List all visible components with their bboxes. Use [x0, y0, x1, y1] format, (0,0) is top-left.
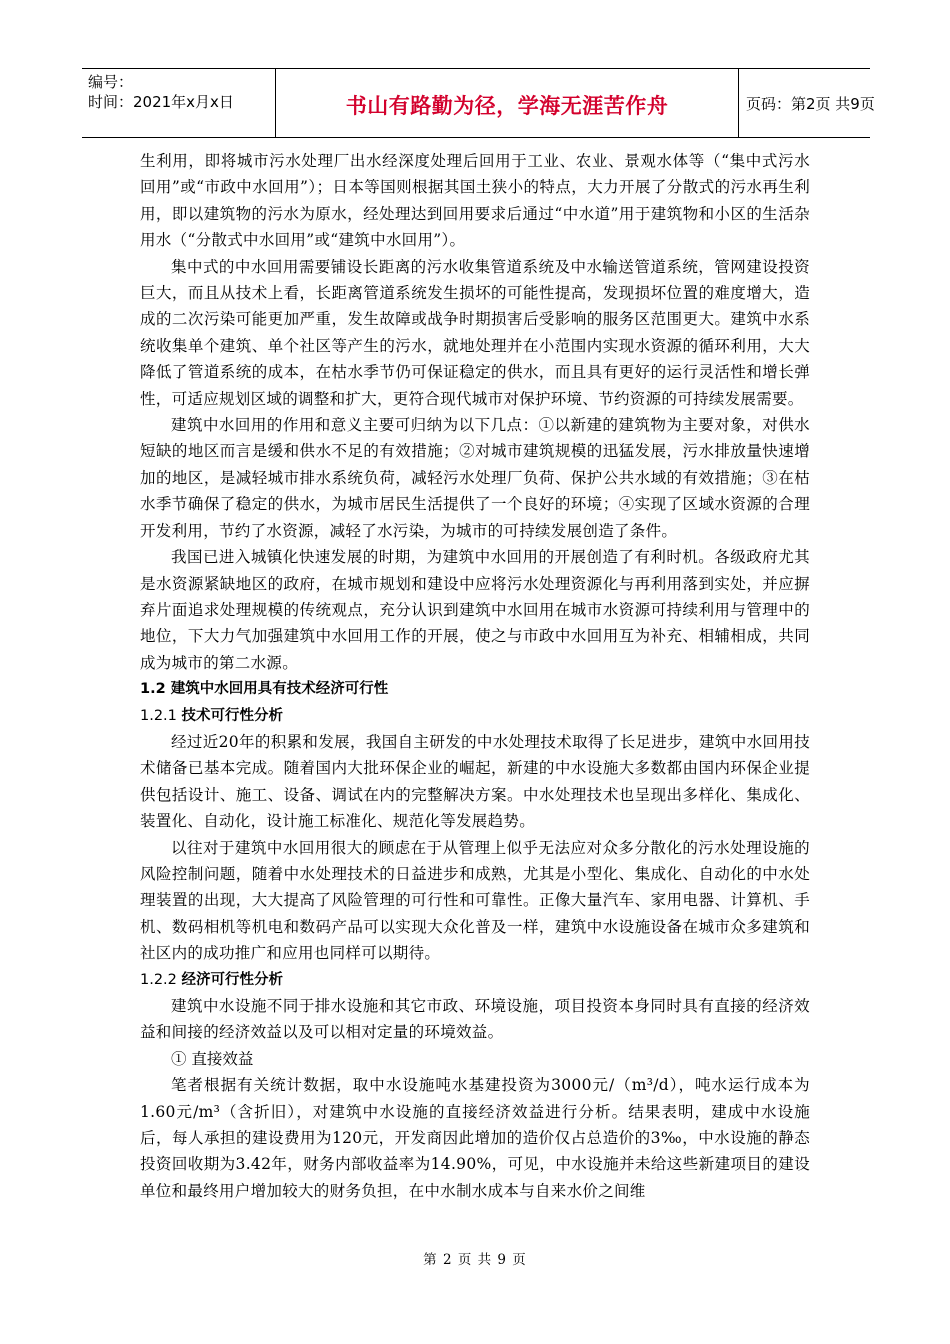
- paragraph: 经过近20年的积累和发展，我国自主研发的中水处理技术取得了长足进步，建筑中水回用技术储备已基本完成。随着国内大批环保企业的崛起，新建的中水设施大多数都由国内环保企业提供包括设计、施工、设备、调试在内的完整解决方案。中水处理技术也呈现出多样化、集成化、装置化、自动化，设计施工标准化、规范化等发展趋势。: [140, 732, 810, 831]
- header-page-code: 页码：第2页 共9页: [746, 95, 875, 113]
- section-heading-1-2-1: [140, 703, 810, 729]
- document-date: 时间：2021年x月x日: [88, 93, 234, 111]
- paragraph: 笔者根据有关统计数据，取中水设施吨水基建投资为3000元/（m³/d），吨水运行成本为1.60元/m³（含折旧），对建筑中水设施的直接经济效益进行分析。结果表明，建成中水设施后，每人承担的建设费用为120元，开发商因此增加的造价仅占总造价的3‰，中水设施的静态投资回收期为3.42年，财务内部收益率为14.90%，可见，中水设施并未给这些新建项目的建设单位和最终用户增加较大的财务负担，在中水制水成本与自来水价之间维: [140, 1076, 810, 1200]
- section-heading-1-2: 1.2 建筑中水回用具有技术经济可行性: [140, 681, 389, 698]
- document-number-label: 编号：: [88, 73, 134, 91]
- header-motto-cell: [275, 69, 739, 137]
- header-page-cell: [738, 69, 875, 137]
- paragraph: 建筑中水回用的作用和意义主要可归纳为以下几点：①以新建的建筑物为主要对象，对供水短缺的地区而言是缓和供水不足的有效措施；②对城市建筑规模的迅猛发展，污水排放量快速增加的地区，是减轻城市排水系统负荷，减轻污水处理厂负荷、保护公共水域的有效措施；③在枯水季节确保了稳定的供水，为城市居民生活提供了一个良好的环境；④实现了区域水资源的合理开发利用，节约了水资源，减轻了水污染，为城市的可持续发展创造了条件。: [140, 416, 810, 540]
- paragraph: 以往对于建筑中水回用很大的顾虑在于从管理上似乎无法应对众多分散化的污水处理设施的风险控制问题，随着中水处理技术的日益进步和成熟，尤其是小型化、集成化、自动化的中水处理装置的出现，大大提高了风险管理的可行性和可靠性。正像大量汽车、家用电器、计算机、手机、数码相机等机电和数码产品可以实现大众化普及一样，建筑中水设施设备在城市众多建筑和社区内的成功推广和应用也同样可以期待。: [140, 838, 810, 963]
- section-title: 技术可行性分析: [181, 707, 284, 724]
- section-number: 1.2.2: [140, 971, 177, 988]
- document-body: [140, 148, 810, 1204]
- paragraph: 集中式的中水回用需要铺设长距离的污水收集管道系统及中水输送管道系统，管网建设投资巨大，而且从技术上看，长距离管道系统发生损坏的可能性提高，发现损坏位置的难度增大，造成的二次污染可能更加严重，发生故障或战争时期损害后受影响的服务区范围更大。建筑中水系统收集单个建筑、单个社区等产生的污水，就地处理并在小范围内实现水资源的循环利用，大大降低了管道系统的成本，在枯水季节仍可保证稳定的供水，而且具有更好的运行灵活性和增长弹性，可适应规划区域的调整和扩大，更符合现代城市对保护环境、节约资源的可持续发展需要。: [140, 257, 810, 408]
- page-footer: 第 2 页 共 9 页: [423, 1252, 527, 1268]
- page-header: [82, 68, 875, 138]
- section-title: 经济可行性分析: [181, 971, 284, 988]
- section-heading-1-2-2: [140, 967, 810, 993]
- paragraph: 我国已进入城镇化快速发展的时期，为建筑中水回用的开展创造了有利时机。各级政府尤其是水资源紧缺地区的政府，在城市规划和建设中应将污水处理资源化与再利用落到实处，并应摒弃片面追求处理规模的传统观点，充分认识到建筑中水回用在城市水资源可持续利用与管理中的地位，下大力气加强建筑中水回用工作的开展，使之与市政中水回用互为补充、相辅相成，共同成为城市的第二水源。: [140, 548, 810, 672]
- paragraph: 建筑中水设施不同于排水设施和其它市政、环境设施，项目投资本身同时具有直接的经济效益和间接的经济效益以及可以相对定量的环境效益。: [140, 997, 810, 1042]
- header-motto: 书山有路勤为径，学海无涯苦作舟: [345, 94, 669, 118]
- paragraph: 生利用，即将城市污水处理厂出水经深度处理后回用于工业、农业、景观水体等（“集中式污水回用”或“市政中水回用”）；日本等国则根据其国土狭小的特点，大力开展了分散式的污水再生利用，即以建筑物的污水为原水，经处理达到回用要求后通过“中水道”用于建筑物和小区的生活杂用水（“分散式中水回用”或“建筑中水回用”）。: [140, 152, 810, 250]
- list-item-direct-benefit: ① 直接效益: [171, 1049, 254, 1068]
- header-info-cell: [82, 69, 275, 137]
- section-number: 1.2.1: [140, 707, 177, 724]
